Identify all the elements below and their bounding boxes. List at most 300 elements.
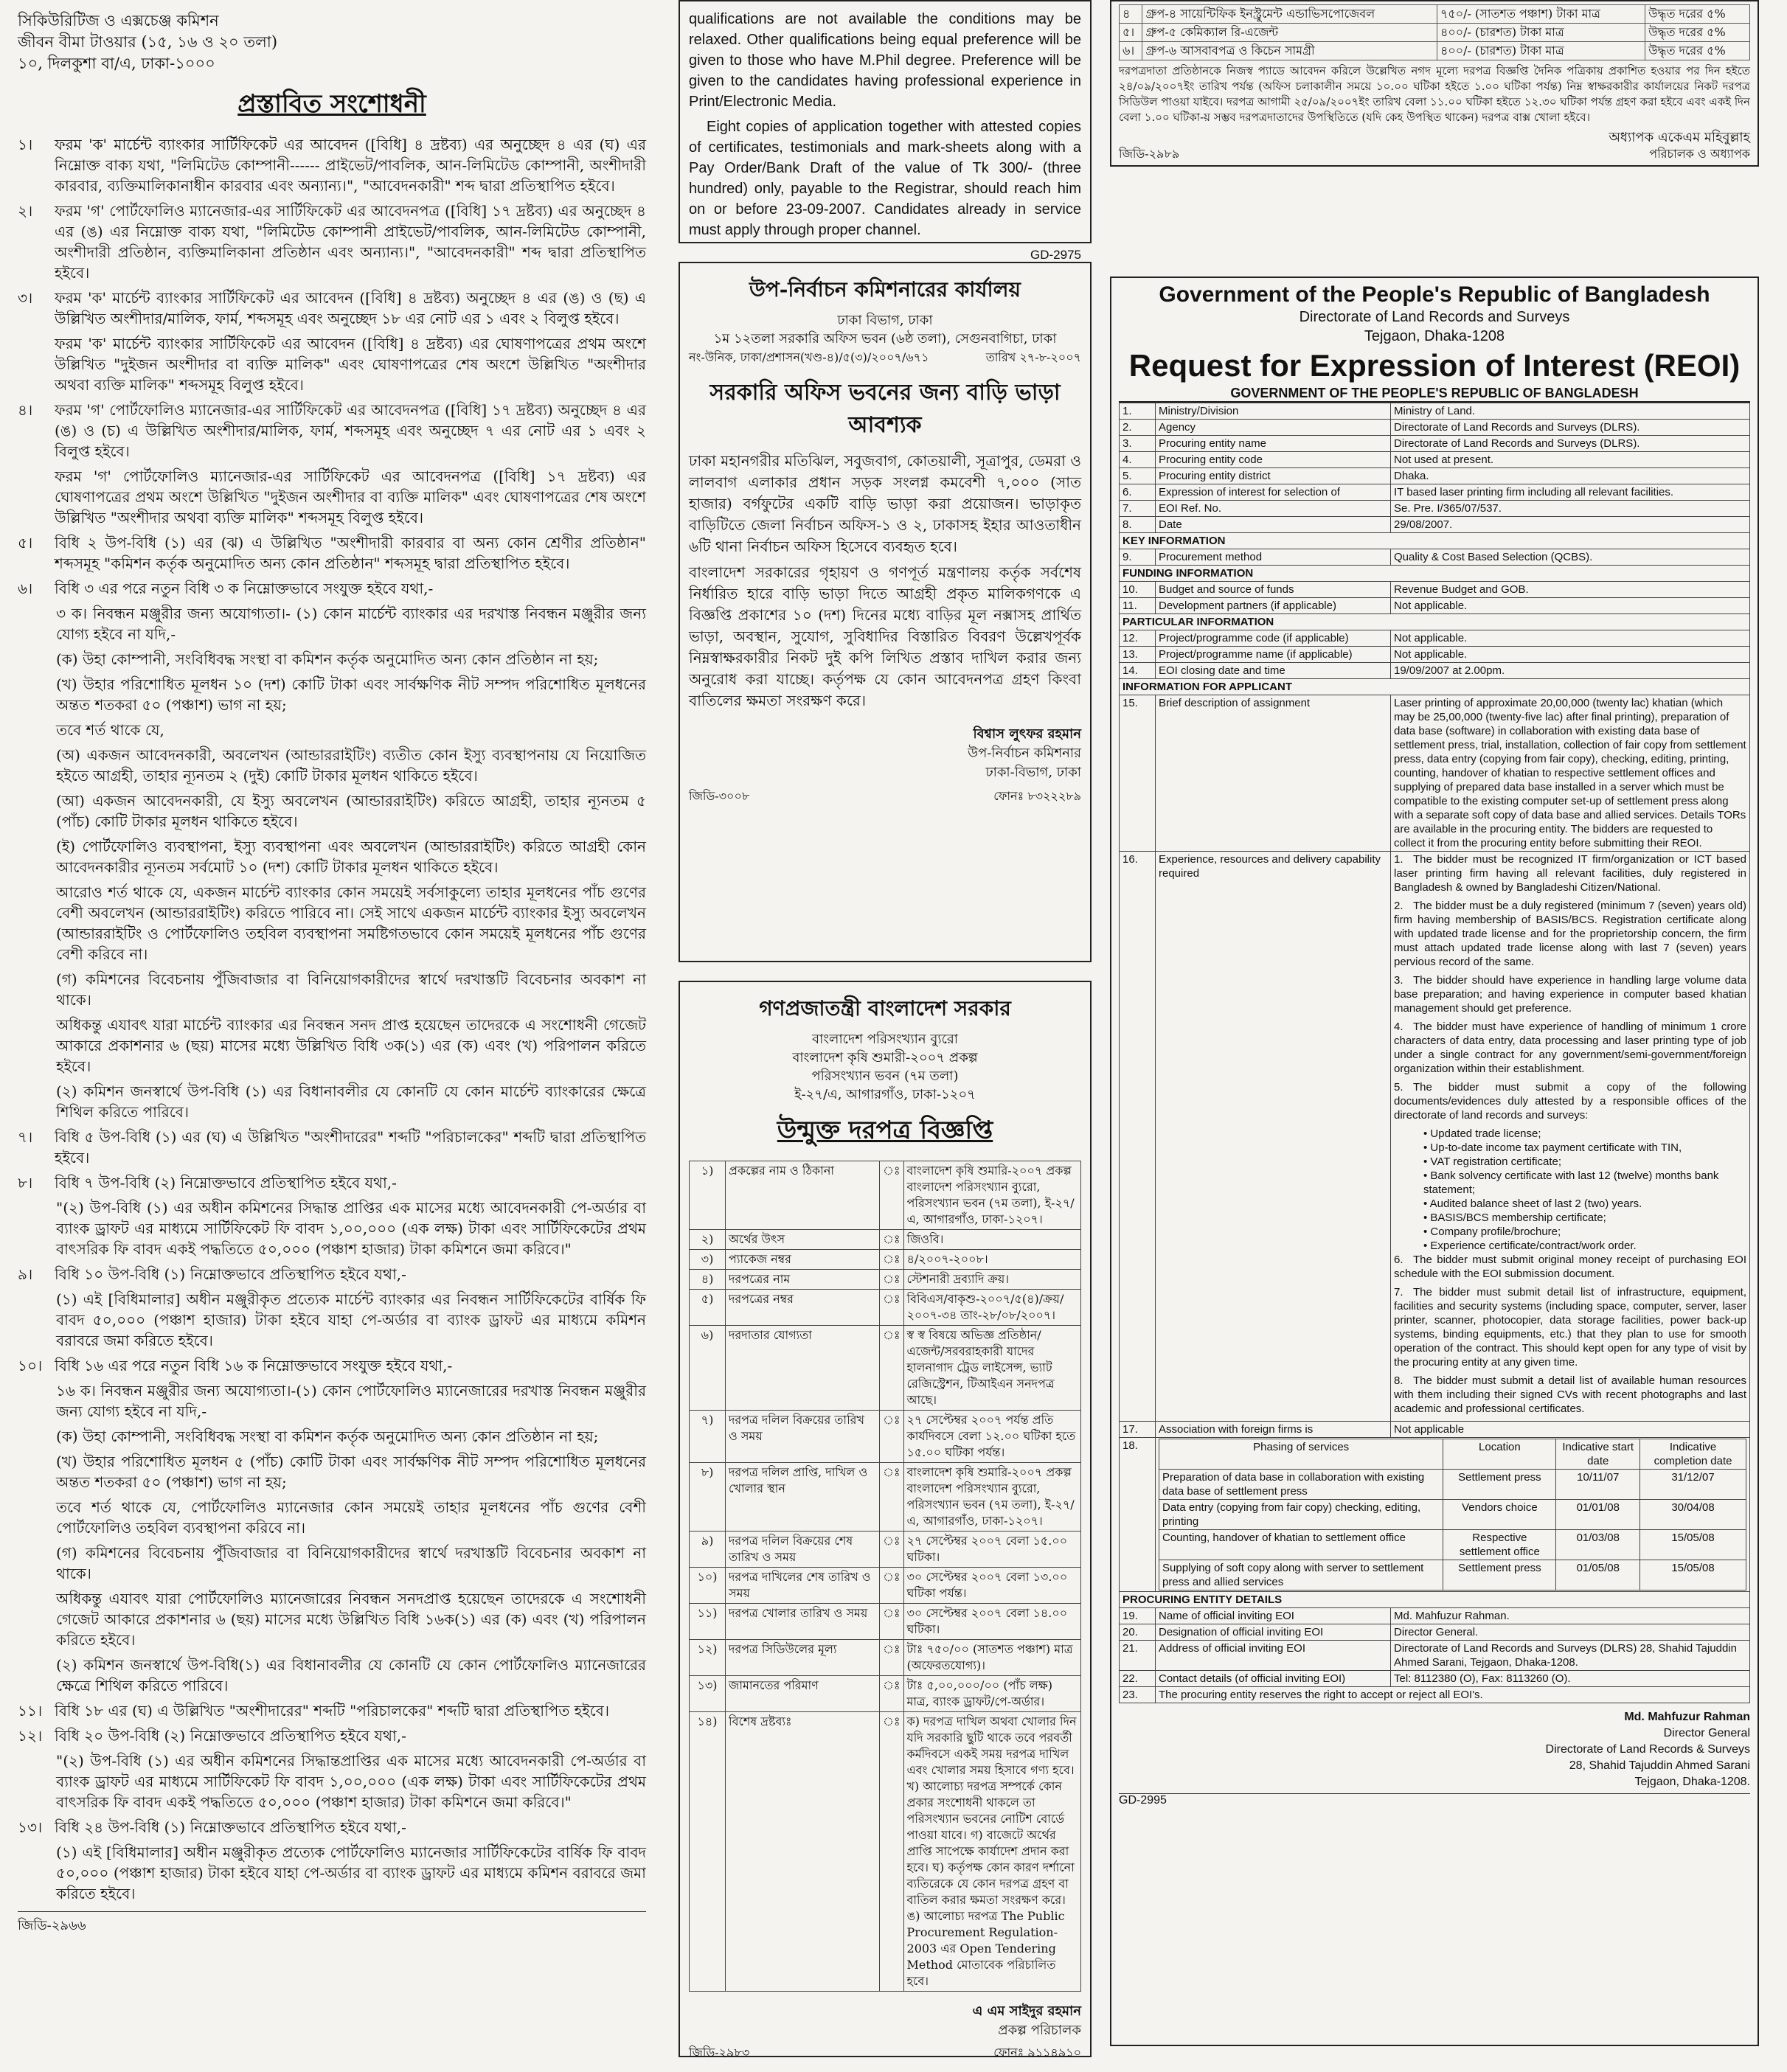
- row-number: 19.: [1120, 1608, 1156, 1624]
- table-row: [1120, 420, 1750, 436]
- row-label: Procuring entity code: [1156, 452, 1391, 468]
- bullet-icon: •: [1423, 1240, 1431, 1252]
- table-row: [1120, 1422, 1750, 1438]
- row-value: টাঃ ৭৫০/০০ (সাতশত পঞ্চাশ) মাত্র (অফেরতযোগ্য)।: [903, 1640, 1080, 1676]
- requirement-number: 5.: [1394, 1081, 1403, 1094]
- phase-row: [1159, 1560, 1746, 1590]
- row-number: ১২): [690, 1640, 726, 1676]
- section-header: [1120, 679, 1750, 695]
- row-label: Development partners (if applicable): [1156, 598, 1391, 614]
- amendment-item: [18, 400, 646, 462]
- university-job-notice: [679, 0, 1092, 262]
- amendment-item: [18, 288, 646, 329]
- row-colon: ঃ: [880, 1230, 904, 1250]
- item-number: [18, 466, 55, 528]
- table-row: [1120, 852, 1750, 1422]
- phase-start: 10/11/07: [1556, 1470, 1640, 1500]
- row-security: উদ্ধৃত দরের ৫%: [1645, 42, 1750, 60]
- row-number: 12.: [1120, 630, 1156, 647]
- table-row: [690, 1640, 1081, 1676]
- row-number: 14.: [1120, 663, 1156, 679]
- phase-head: Phasing of services: [1159, 1439, 1443, 1470]
- sub-clause: (খ) উহার পরিশোধিত মূলধন ৫ (পাঁচ) কোটি টাকা এবং সার্বক্ষণিক নীট সম্পদ পরিশোধিত মূলধনের অন্তত শতকরা ৫০ (পঞ্চাশ) ভাগ না হয়;: [56, 1453, 646, 1491]
- item-text: ফরম 'গ' পোর্টফোলিও ম্যানেজার-এর সার্টিফিকেট এর আবেদনপত্র ([বিধি] ১৭ দ্রষ্টব্য) এর ঘোষণাপত্রের প্রথম অংশে উল্লিখিত "দুইজন অংশীদার বা ব্যক্তি মালিক" এবং ঘোষণাপত্রের শেষ অংশে উল্লিখিত "অংশীদার অথবা ব্যক্তি মালিক" শব্দসমূহ বিলুপ্ত হইবে।: [55, 467, 646, 526]
- bullet-text: Bank solvency certificate with last 12 (twelve) months bank statement;: [1423, 1169, 1719, 1196]
- requirement-number: 3.: [1394, 974, 1403, 987]
- row-value: 19/09/2007 at 2.00pm.: [1391, 663, 1750, 679]
- signatory-title: Director General: [1663, 1727, 1750, 1739]
- row-number: ১১): [690, 1604, 726, 1640]
- row-number: ১): [690, 1161, 726, 1230]
- sub-clause: (গ) কমিশনের বিবেচনায় পুঁজিবাজার বা বিনিয়োগকারীদের স্বার্থে দরখাস্তটি বিবেচনার অবকাশ না থাকে।: [56, 970, 646, 1009]
- notice-paragraph: বাংলাদেশ সরকারের গৃহায়ণ ও গণপূর্ত মন্ত্রণালয় কর্তৃক সর্বশেষ নির্ধারিত হারে বাড়ি ভাড়া দিতে আগ্রহী প্রকৃত মালিকগণকে এ বিজ্ঞপ্তি প্রকাশের ১০ (দশ) দিনের মধ্যে বাড়ির মূল নক্সাসহ প্রার্থিত ভাড়া, অবস্থান, সুযোগ, সুবিধাদির বিস্তারিত বিবরণ উল্লেখপূর্বক নিম্নস্বাক্ষরকারীর নিকট দুই কপি লিখিত প্রস্তাব দাখিল করার জন্য অনুরোধ করা যাচ্ছে। কর্তৃপক্ষ যে কোন আবেদনপত্র গ্রহণ কিংবা বাতিলের ক্ষমতা সংরক্ষণ করে।: [689, 563, 1081, 709]
- item-number: ৬।: [18, 580, 33, 597]
- bullet-text: Updated trade license;: [1430, 1127, 1541, 1140]
- table-row: [690, 1250, 1081, 1270]
- table-row: [1120, 1608, 1750, 1624]
- row-label: দরপত্র দলিল প্রাপ্তি, দাখিল ও খোলার স্থান: [726, 1463, 880, 1532]
- row-number: ৪): [690, 1270, 726, 1290]
- signatory-name: বিশ্বাস লুৎফর রহমান: [973, 726, 1081, 742]
- document-bullet: [1423, 1239, 1746, 1253]
- section-label: KEY INFORMATION: [1120, 533, 1750, 549]
- tender-notice: [679, 981, 1092, 2057]
- table-row: [690, 1230, 1081, 1250]
- item-text: বিধি ২৪ উপ-বিধি (১) নিম্নোক্তভাবে প্রতিস্থাপিত হইবে যথা,-: [55, 1818, 406, 1836]
- phase-start: 01/01/08: [1556, 1500, 1640, 1530]
- row-label: Experience, resources and delivery capability required: [1156, 852, 1391, 1422]
- amendment-item: [18, 201, 646, 283]
- table-row: [690, 1712, 1081, 1992]
- signatory-name: অধ্যাপক একেএম মহিবুল্লাহ: [1609, 130, 1750, 145]
- row-colon: ঃ: [880, 1604, 904, 1640]
- section-header: [1120, 566, 1750, 582]
- sub-clause: ৩ ক। নিবন্ধন মঞ্জুরীর জন্য অযোগ্যতা।- (১) কোন মার্চেন্ট ব্যাংকার এর দরখাস্ত নিবন্ধন মঞ্জুরীর জন্য যোগ্য হইবে না যদি,-: [56, 605, 646, 643]
- phase-end: 31/12/07: [1640, 1470, 1746, 1500]
- sub-clause: আরোও শর্ত থাকে যে, একজন মার্চেন্ট ব্যাংকার কোন সময়েই সর্বসাকুল্যে তাহার মূলধনের পাঁচ গুণের বেশী অবলেখন (আন্ডাররাইটিং) করিতে পারিবে না। সেই সাথে একজন মার্চেন্ট ব্যাংকার ইস্যু অবলেখন (আন্ডাররাইটিং ও পোর্টফোলিও তহবিল ব্যবস্থাপনা সমষ্টিগতভাবে কোন সময়েই মূলধনের পাঁচ গুণের বেশী করিবে না।: [56, 883, 646, 963]
- row-label: Name of official inviting EOI: [1156, 1608, 1391, 1624]
- item-text: বিধি ৫ উপ-বিধি (১) এর (ঘ) এ উল্লিখিত "অংশীদারের" শব্দটি "পরিচালকের" শব্দটি দ্বারা প্রতিস্থাপিত হইবে।: [55, 1128, 646, 1167]
- gd-code: জিডি-৩০০৮: [689, 789, 750, 803]
- sub-clause: (২) কমিশন জনস্বার্থে উপ-বিধি (১) এর বিধানাবলীর যে কোনটি যে কোন মার্চেন্ট ব্যাংকারের ক্ষেত্রে শিথিল করিতে পারিবে।: [56, 1082, 646, 1121]
- sub-clause: (গ) কমিশনের বিবেচনায় পুঁজিবাজার বা বিনিয়োগকারীদের স্বার্থে দরখাস্তটি বিবেচনার অবকাশ না থাকে।: [56, 1544, 646, 1582]
- reoi-government-title: Government of the People's Republic of Bangladesh: [1159, 282, 1710, 307]
- sub-clause: "(২) উপ-বিধি (১) এর অধীন কমিশনের সিদ্ধান্ত প্রাপ্তির এক মাসের মধ্যে আবেদনকারী পে-অর্ডার বা ব্যাংক ড্রাফট এর মাধ্যমে সার্টিফিকেট ফি বাবদ ১,০০,০০০ (এক লক্ষ) টাকা এবং সার্টিফিকেটের প্রথম বাৎসরিক ফি বাবদ একই পদ্ধতিতে ৫০,০০০ (পঞ্চাশ হাজার) টাকা কমিশনে জমা করিবে।": [56, 1199, 646, 1258]
- row-value: ২৭ সেপ্টেম্বর ২০০৭ বেলা ১৫.০০ ঘটিকা।: [903, 1532, 1080, 1568]
- row-security: উদ্ধৃত দরের ৫%: [1645, 5, 1750, 24]
- row-value: Directorate of Land Records and Surveys (DLRS) 28, Shahid Tajuddin Ahmed Sarani, Tejgaon, Dhaka-1208.: [1391, 1641, 1750, 1671]
- bullet-icon: •: [1423, 1155, 1431, 1168]
- requirement-item: [1394, 1020, 1746, 1076]
- document-bullet: [1423, 1169, 1746, 1197]
- row-label: Procurement method: [1156, 549, 1391, 566]
- item-text: ফরম 'ক' মার্চেন্ট ব্যাংকার সার্টিফিকেট এর আবেদন ([বিধি] ৪ দ্রষ্টব্য) এর ঘোষণাপত্রের প্রথম অংশে উল্লিখিত "দুইজন অংশীদার বা ব্যক্তি মালিক" এবং ঘোষণাপত্রের শেষ অংশে উল্লিখিত "অংশীদার অথবা ব্যক্তি মালিক" শব্দসমূহ বিলুপ্ত হইবে।: [55, 335, 646, 394]
- table-row: [1120, 517, 1750, 533]
- row-number: ২): [690, 1230, 726, 1250]
- amendment-item: [18, 578, 646, 599]
- amendment-item: [18, 333, 646, 395]
- row-label: প্যাকেজ নম্বর: [726, 1250, 880, 1270]
- sub-clause: তবে শর্ত থাকে যে,: [56, 721, 164, 739]
- row-label: Project/programme name (if applicable): [1156, 647, 1391, 663]
- building-name: পরিসংখ্যান ভবন (৭ম তলা): [811, 1068, 959, 1084]
- requirement-number: 8.: [1394, 1374, 1403, 1387]
- document-bullet: [1423, 1127, 1746, 1141]
- election-office-notice: [679, 262, 1092, 962]
- sub-clause: ১৬ ক। নিবন্ধন মঞ্জুরীর জন্য অযোগ্যতা।-(১) কোন পোর্টফোলিও ম্যানেজারের দরখাস্ত নিবন্ধন মঞ্জুরীর জন্য যোগ্য হইবে না যদি,-: [56, 1382, 646, 1420]
- sub-clause: (অ) একজন আবেদনকারী, অবলেখন (আন্ডাররাইটিং) ব্যতীত কোন ইস্যু ব্যবস্থাপনায় যে নিয়োজিত হইতে আগ্রহী, তাহার ন্যূনতম ২ (দুই) কোটি টাকার মূলধন থাকিতে হইবে।: [56, 746, 646, 785]
- requirement-item: [1394, 852, 1746, 894]
- phase-head: Indicative completion date: [1640, 1439, 1746, 1470]
- address-line: ১০, দিলকুশা বা/এ, ঢাকা-১০০০: [18, 55, 215, 72]
- row-label: Procuring entity name: [1156, 436, 1391, 452]
- row-value: টাঃ ৫,০০,০০০/০০ (পাঁচ লক্ষ) মাত্র, ব্যাংক ড্রাফট/পে-অর্ডার।: [903, 1676, 1080, 1712]
- signatory-office: ঢাকা-বিভাগ, ঢাকা: [985, 765, 1081, 780]
- table-row: [1120, 24, 1750, 42]
- section-header: [1120, 533, 1750, 549]
- sub-clause: (খ) উহার পরিশোধিত মূলধন ১০ (দশ) কোটি টাকা এবং সার্বক্ষণিক নীট সম্পদ পরিশোধিত মূলধনের অন্তত শতকরা ৫০ (পঞ্চাশ) ভাগ না হয়;: [56, 675, 646, 714]
- gd-code: GD-2995: [1119, 1793, 1750, 1807]
- row-value: বিবিএস/বাকৃশু-২০০৭/৫(৪)/ক্রয়/২০০৭-৩৪ তাং-২৮/০৮/২০০৭।: [903, 1290, 1080, 1326]
- table-row: [1120, 484, 1750, 501]
- tender-heading: উন্মুক্ত দরপত্র বিজ্ঞপ্তি: [777, 1116, 993, 1145]
- requirement-item: [1394, 899, 1746, 969]
- sub-clause: অধিকন্তু এযাবৎ যারা মার্চেন্ট ব্যাংকার এর নিবন্ধন সনদ প্রাপ্ত হয়েছেন তাদেরকে এ সংশোধনী গেজেট আকারে প্রকাশনার ৬ (ছয়) মাসের মধ্যে উল্লিখিত বিধি ৩ক(১) এর (ক) এবং (খ) পরিপালন করিতে হইবে।: [56, 1016, 646, 1075]
- section-label: PROCURING ENTITY DETAILS: [1120, 1592, 1750, 1608]
- memo-number: নং-উনিক, ঢাকা/প্রশাসন(খণ্ড-৪)/৫(৩)/২০০৭/৬৭১: [689, 350, 929, 364]
- section-label: FUNDING INFORMATION: [1120, 566, 1750, 582]
- signatory-title: উপ-নির্বাচন কমিশনার: [968, 745, 1081, 761]
- requirement-text: The bidder must be recognized IT firm/organization or ICT based laser printing firm having all relevant facilities, duly registered in Bangladesh & owned by Bangladeshi Citizen/National.: [1394, 853, 1746, 894]
- sub-clause: অধিকন্তু এযাবৎ যারা পোর্টফোলিও ম্যানেজারের নিবন্ধন সনদপ্রাপ্ত হয়েছেন তাদেরকে এ সংশোধনী গেজেট আকারে প্রকাশনার ৬ (ছয়) মাসের মধ্যে উল্লিখিত বিধি ১৬ক(১) এর (ক) এবং (খ) পরিপালন করিতে হইবে।: [56, 1590, 646, 1649]
- table-row: [1120, 647, 1750, 663]
- document-bullet: [1423, 1155, 1746, 1169]
- row-value: The procuring entity reserves the right to accept or reject all EOI's.: [1156, 1687, 1750, 1703]
- amendment-item: [18, 1700, 646, 1721]
- row-label: Agency: [1156, 420, 1391, 436]
- requirement-item: [1394, 1285, 1746, 1369]
- row-number: ১০): [690, 1568, 726, 1604]
- amendment-item: [18, 466, 646, 528]
- item-number: ১২।: [18, 1727, 43, 1745]
- address-line: জীবন বীমা টাওয়ার (১৫, ১৬ ও ২০ তলা): [18, 33, 278, 51]
- government-title: গণপ্রজাতন্ত্রী বাংলাদেশ সরকার: [759, 996, 1011, 1021]
- row-value: Se. Pre. I/365/07/537.: [1391, 501, 1750, 517]
- row-number: ৫): [690, 1290, 726, 1326]
- row-colon: ঃ: [880, 1676, 904, 1712]
- item-text: বিধি ৩ এর পরে নতুন বিধি ৩ ক নিম্নোক্তভাবে সংযুক্ত হইবে যথা,-: [55, 580, 434, 597]
- gd-code: জিডি-২৯৮৩: [689, 2045, 750, 2059]
- requirement-item: [1394, 1253, 1746, 1281]
- row-label: দরদাতার যোগ্যতা: [726, 1326, 880, 1411]
- bullet-text: BASIS/BCS membership certificate;: [1430, 1211, 1606, 1224]
- row-value: 29/08/2007.: [1391, 517, 1750, 533]
- table-row: [1120, 436, 1750, 452]
- tender-fee-notice: [1110, 0, 1759, 167]
- sub-clause: (আ) একজন আবেদনকারী, যে ইস্যু অবলেখন (আন্ডাররাইটিং) করিতে আগ্রহী, তাহার ন্যূনতম ৫ (পাঁচ) কোটি টাকার মূলধন থাকিতে হইবে।: [56, 792, 646, 830]
- amendment-item: [18, 134, 646, 196]
- table-row: [1120, 598, 1750, 614]
- table-row: [1120, 468, 1750, 484]
- phase-end: 30/04/08: [1640, 1500, 1746, 1530]
- item-number: ১০।: [18, 1357, 43, 1374]
- row-value: Directorate of Land Records and Surveys (DLRS).: [1391, 420, 1750, 436]
- table-row: [1120, 452, 1750, 468]
- row-value: Not applicable: [1391, 1422, 1750, 1438]
- row-value: স্ব স্ব বিষয়ে অভিজ্ঞ প্রতিষ্ঠান/এজেন্ট/সরবরাহকারী যাদের হালনাগাদ ট্রেড লাইসেন্স, ভ্যাট রেজিস্ট্রেশন, টিআইএন সনদপত্র আছে।: [903, 1326, 1080, 1411]
- document-bullet: [1423, 1141, 1746, 1155]
- row-number: 11.: [1120, 598, 1156, 614]
- phase-row: [1159, 1500, 1746, 1530]
- section-header: [1120, 614, 1750, 630]
- table-row: [690, 1604, 1081, 1640]
- row-label: EOI closing date and time: [1156, 663, 1391, 679]
- item-number: ৭।: [18, 1128, 33, 1146]
- bullet-text: Experience certificate/contract/work order.: [1430, 1240, 1637, 1252]
- row-label: প্রকল্পের নাম ও ঠিকানা: [726, 1161, 880, 1230]
- row-number: 17.: [1120, 1422, 1156, 1438]
- phase-name: Supplying of soft copy along with server to settlement press and allied services: [1159, 1560, 1443, 1590]
- signature-block: [1119, 1709, 1750, 1790]
- phase-end: 15/05/08: [1640, 1560, 1746, 1590]
- row-label: Address of official inviting EOI: [1156, 1641, 1391, 1671]
- document-bullet: [1423, 1211, 1746, 1225]
- sub-clause: (ক) উহা কোম্পানী, সংবিধিবদ্ধ সংস্থা বা কমিশন কর্তৃক অনুমোদিত অন্য কোন প্রতিষ্ঠান না হয়;: [56, 1428, 599, 1445]
- signatory-title: প্রকল্প পরিচালক: [998, 2023, 1081, 2038]
- row-value: Not applicable.: [1391, 647, 1750, 663]
- notice-paragraph: qualifications are not available the conditions may be relaxed. Other qualifications being equal preference will be given to those who have M.Phil degree. Preference will be given to the candidates having professional experience in Print/Electronic Media.: [689, 11, 1081, 110]
- amendment-item: [18, 532, 646, 574]
- amendment-item: [18, 1127, 646, 1168]
- row-colon: ঃ: [880, 1712, 904, 1992]
- row-label: Ministry/Division: [1156, 403, 1391, 420]
- row-value: Revenue Budget and GOB.: [1391, 582, 1750, 598]
- item-text: বিধি ১০ উপ-বিধি (১) নিম্নোক্তভাবে প্রতিস্থাপিত হইবে যথা,-: [55, 1265, 406, 1283]
- fee-table: [1119, 4, 1750, 60]
- bullet-icon: •: [1423, 1197, 1430, 1210]
- row-number: ৬): [690, 1326, 726, 1411]
- row-value: Ministry of Land.: [1391, 403, 1750, 420]
- reoi-title: Request for Expression of Interest (REOI): [1128, 348, 1741, 383]
- row-number: ৫।: [1120, 24, 1142, 42]
- row-value: জিওবি।: [903, 1230, 1080, 1250]
- amendment-item: [18, 1817, 646, 1838]
- table-row: [690, 1568, 1081, 1604]
- row-label: বিশেষ দ্রষ্টব্যঃ: [726, 1712, 880, 1992]
- row-number: 16.: [1120, 852, 1156, 1422]
- table-row: [690, 1161, 1081, 1230]
- row-number: 6.: [1120, 484, 1156, 501]
- row-colon: ঃ: [880, 1250, 904, 1270]
- item-text: ফরম 'গ' পোর্টফোলিও ম্যানেজার-এর সার্টিফিকেট এর আবেদনপত্র ([বিধি] ১৭ দ্রষ্টব্য) অনুচ্ছেদ ৪ এর (ঙ) ও (চ) এ উল্লিখিত অংশীদার/মালিক, ফার্ম, শব্দসমূহ এবং অনুচ্ছেদ ৭ এর নোট এর ১ এবং ২ বিলুপ্ত হইবে।: [55, 401, 646, 460]
- row-number: ৭): [690, 1411, 726, 1463]
- item-number: ১৩।: [18, 1818, 43, 1836]
- office-address: ১ম ১২তলা সরকারি অফিস ভবন (৬ষ্ঠ তলা), সেগুনবাগিচা, ঢাকা: [713, 331, 1057, 347]
- item-text: বিধি ২০ উপ-বিধি (২) নিম্নোক্তভাবে প্রতিস্থাপিত হইবে যথা,-: [55, 1727, 406, 1745]
- signatory-office: Directorate of Land Records & Surveys: [1545, 1743, 1750, 1756]
- amendment-item: [18, 1264, 646, 1284]
- row-value: Not applicable.: [1391, 598, 1750, 614]
- row-number: 10.: [1120, 582, 1156, 598]
- gd-code: জিডি-২৯৬৬: [18, 1911, 646, 1938]
- row-value: Not used at present.: [1391, 452, 1750, 468]
- phone-number: ফোনঃ ৮৩২২২৮৯: [993, 789, 1081, 803]
- section-label: PARTICULAR INFORMATION: [1120, 614, 1750, 630]
- table-row: [1120, 1671, 1750, 1687]
- row-number: ১৪): [690, 1712, 726, 1992]
- row-number: ৮): [690, 1463, 726, 1532]
- row-label: দরপত্র খোলার তারিখ ও সময়: [726, 1604, 880, 1640]
- item-number: ৩।: [18, 289, 33, 307]
- item-number: ১।: [18, 136, 33, 153]
- row-label: দরপত্র সিডিউলের মূল্য: [726, 1640, 880, 1676]
- requirement-number: 4.: [1394, 1021, 1403, 1033]
- row-number: 20.: [1120, 1624, 1156, 1641]
- row-group: গ্রুপ-৬ আসবাবপত্র ও কিচেন সামগ্রী: [1142, 42, 1437, 60]
- phase-head: Indicative start date: [1556, 1439, 1640, 1470]
- phase-location: Vendors choice: [1443, 1500, 1556, 1530]
- row-label: দরপত্র দলিল বিক্রয়ের তারিখ ও সময়: [726, 1411, 880, 1463]
- table-row: [1120, 1641, 1750, 1671]
- row-number: 3.: [1120, 436, 1156, 452]
- bureau-name: বাংলাদেশ পরিসংখ্যান ব্যুরো: [812, 1032, 958, 1047]
- row-label: Budget and source of funds: [1156, 582, 1391, 598]
- commission-address: [18, 0, 646, 74]
- gd-code: GD-2975: [1030, 248, 1081, 262]
- table-row: [690, 1290, 1081, 1326]
- notice-paragraph: Eight copies of application together with attested copies of certificates, testimonials and mark-sheets along with a Pay Order/Bank Draft of the value of Tk 300/- (three hundred) only, payable to the Registrar, should reach him on or before 23-09-2007. Candidates already in service must apply through proper channel.: [689, 119, 1081, 238]
- sub-clause: (ই) পোর্টফোলিও ব্যবস্থাপনা, ইস্যু ব্যবস্থাপনা এবং অবলেখন (আন্ডাররাইটিং) করিতে আগ্রহী কোন আবেদনকারীর ন্যূনতম সর্বমোট ১০ (দশ) কোটি টাকার মূলধন থাকিতে হইবে।: [56, 838, 646, 876]
- requirement-text: The bidder should have experience in handling large volume data base preparation; and having experience in computer based khatian management should get preference.: [1394, 974, 1746, 1015]
- bullet-text: VAT registration certificate;: [1430, 1155, 1561, 1168]
- notice-paragraph: ঢাকা মহানগরীর মতিঝিল, সবুজবাগ, কোতয়ালী, সূত্রাপুর, ডেমরা ও লালবাগ এলাকার প্রধান সড়ক সংলগ্ন কমবেশী ৭,০০০ (সাত হাজার) বর্গফুটের একটি বাড়ি ভাড়া করা প্রয়োজন। ভাড়াকৃত বাড়িটিতে জেলা নির্বাচন অফিস-১ ও ২, ঢাকাসহ ইহার আওতাধীন ৬টি থানা নির্বাচন অফিস হিসেবে ব্যবহৃত হবে।: [689, 452, 1081, 555]
- item-text: বিধি ২ উপ-বিধি (১) এর (ঝ) এ উল্লিখিত "অংশীদারী কারবার বা অন্য কোন শ্রেণীর প্রতিষ্ঠান" শব্দসমূহ "কমিশন কর্তৃক অনুমোদিত অন্য কোন প্রতিষ্ঠান" শব্দসমূহ দ্বারা প্রতিস্থাপিত হইবে।: [55, 534, 646, 572]
- row-number: 21.: [1120, 1641, 1156, 1671]
- row-value: Director General.: [1391, 1624, 1750, 1641]
- gd-code: জিডি-২৯৮৯: [1119, 147, 1180, 161]
- item-number: ৫।: [18, 534, 33, 552]
- requirement-item: [1394, 1080, 1746, 1122]
- row-colon: ঃ: [880, 1463, 904, 1532]
- phase-location: Settlement press: [1443, 1470, 1556, 1500]
- row-number: ১৩): [690, 1676, 726, 1712]
- table-row: [1120, 501, 1750, 517]
- row-value: ২৭ সেপ্টেম্বর ২০০৭ পর্যন্ত প্রতি কার্যদিবসে বেলা ১২.০০ ঘটিকা হতে ১৫.০০ ঘটিকা পর্যন্ত।: [903, 1411, 1080, 1463]
- row-price: ৪০০/- (চারশত) টাকা মাত্র: [1437, 24, 1645, 42]
- tender-table: [689, 1161, 1081, 1992]
- row-number: 4.: [1120, 452, 1156, 468]
- sub-clause: তবে শর্ত থাকে যে, পোর্টফোলিও ম্যানেজার কোন সময়েই তাহার মূলধনের পাঁচ গুণের বেশী পোর্টফোলিও তহবিল ব্যবস্থাপনা করিবে না।: [56, 1498, 646, 1537]
- phasing-table: [1159, 1439, 1746, 1590]
- item-text: বিধি ১৮ এর (ঘ) এ উল্লিখিত "অংশীদারের" শব্দটি "পরিচালকের" শব্দটি দ্বারা প্রতিস্থাপিত হইবে।: [55, 1702, 609, 1720]
- table-row: [690, 1532, 1081, 1568]
- section-header: [1120, 1592, 1750, 1608]
- table-row: [1120, 1624, 1750, 1641]
- row-group: গ্রুপ-৪ সায়েন্টিফিক ইনস্ট্রুমেন্ট এন্ডাভিসপোজেবল: [1142, 5, 1437, 24]
- requirement-text: The bidder must submit a detail list of available human resources with them including their signed CVs with recent photographs and last academic and professional certificates.: [1394, 1374, 1746, 1415]
- bullet-icon: •: [1423, 1169, 1431, 1182]
- reoi-directorate: Directorate of Land Records and Surveys: [1299, 309, 1570, 325]
- row-price: ৪০০/- (চারশত) টাকা মাত্র: [1437, 42, 1645, 60]
- signatory-address: 28, Shahid Tajuddin Ahmed Sarani: [1569, 1759, 1750, 1772]
- amendment-item: [18, 1355, 646, 1376]
- table-row: [1120, 663, 1750, 679]
- table-row: [1120, 1687, 1750, 1703]
- row-label: Procuring entity district: [1156, 468, 1391, 484]
- row-colon: ঃ: [880, 1568, 904, 1604]
- table-row: [1120, 42, 1750, 60]
- row-label: Association with foreign firms is: [1156, 1422, 1391, 1438]
- table-row: [690, 1676, 1081, 1712]
- table-row: [1120, 582, 1750, 598]
- table-row: [690, 1463, 1081, 1532]
- item-text: বিধি ১৬ এর পরে নতুন বিধি ১৬ ক নিম্নোক্তভাবে সংযুক্ত হইবে যথা,-: [55, 1357, 453, 1374]
- table-row: [690, 1411, 1081, 1463]
- signature-block: [689, 2002, 1081, 2040]
- phase-name: Preparation of data base in collaboration with existing data base of settlement press: [1159, 1470, 1443, 1500]
- amendment-item: [18, 1172, 646, 1193]
- row-group: গ্রুপ-৫ কেমিক্যাল রি-এজেন্ট: [1142, 24, 1437, 42]
- item-number: ২।: [18, 202, 33, 220]
- row-value: ক) দরপত্র দাখিল অথবা খোলার দিন যদি সরকারি ছুটি থাকে তবে পরবর্তী কর্মদিবসে একই সময় দরপত্র দাখিল এবং খোলার সময় হিসাবে গণ্য হবে। খ) আলোচ্য দরপত্র সম্পর্কে কোন প্রকার সংশোধনী থাকলে তা পরিসংখ্যান ভবনের নোটিশ বোর্ডে পাওয়া যাবে। গ) বাজেটে অর্থের প্রাপ্তি সাপেক্ষে কার্যাদেশ প্রদান করা হবে। ঘ) কর্তৃপক্ষ কোন কারণ দর্শানো ব্যতিরেকে যে কোন দরপত্র গ্রহণ বা বাতিল করার ক্ষমতা সংরক্ষণ করে। ঙ) আলোচ্য দরপত্র The Public Procurement Regulation-2003 এর Open Tendering Method মোতাবেক পরিচালিত হবে।: [903, 1712, 1080, 1992]
- office-title: উপ-নির্বাচন কমিশনারের কার্যালয়: [749, 277, 1021, 302]
- item-number: ৮।: [18, 1174, 33, 1192]
- row-label: Contact details (of official inviting EOI): [1156, 1671, 1391, 1687]
- bullet-text: Up-to-date income tax payment certificate with TIN,: [1430, 1141, 1682, 1154]
- signature-block: [689, 725, 1081, 782]
- amendment-list: [18, 134, 646, 1904]
- sub-clause: "(২) উপ-বিধি (১) এর অধীন কমিশনের সিদ্ধান্তপ্রাপ্তির এক মাসের মধ্যে আবেদনকারী পে-অর্ডার বা ব্যাংক ড্রাফট এর মাধ্যমে সার্টিফিকেট ফি বাবদ ১,০০,০০০ (এক লক্ষ) টাকা এবং সার্টিফিকেটের প্রথম বাৎসরিক ফি বাবদ একই পদ্ধতিতে ৫০,০০০ (পঞ্চাশ হাজার) টাকা কমিশনে জমা করিবে।": [56, 1752, 646, 1811]
- row-number: ৬।: [1120, 42, 1142, 60]
- bullet-icon: •: [1423, 1141, 1431, 1154]
- row-value: Laser printing of approximate 20,00,000 (twenty lac) khatian (which may be 25,00,000 (twenty-five lac) after final printing), preparation of data base (software) in collaboration with existing data base of settlement press, trial, installation, collection of fair copy from settlement press, data entry (copying from fair copy), checking, editing, printing, counting, handover of khatian to respective settlement offices and supplying of prepared data base installed in a server which must be compatible to the existing computer set-up of settlement press along with a separate soft copy of data base and allied services. Details TORs are available in the procuring entity. The bidders are requested to collect it from the procuring entity before submitting their REOI.: [1391, 695, 1750, 852]
- row-label: দরপত্রের নম্বর: [726, 1290, 880, 1326]
- row-value: [1391, 852, 1750, 1422]
- row-label: Designation of official inviting EOI: [1156, 1624, 1391, 1641]
- row-value: Directorate of Land Records and Surveys (DLRS).: [1391, 436, 1750, 452]
- sub-clause: (১) এই [বিধিমালার] অধীন মঞ্জুরীকৃত প্রত্যেক মার্চেন্ট ব্যাংকার এর নিবন্ধন সার্টিফিকেটের বার্ষিক ফি বাবদ ৫০,০০০ (পঞ্চাশ হাজার) টাকা হইবে যাহা পে-অর্ডার বা ব্যাংক ড্রাফট এর মাধ্যমে কমিশন বরাবরে জমা করিতে হইবে।: [56, 1290, 646, 1349]
- house-rent-heading: সরকারি অফিস ভবনের জন্য বাড়ি ভাড়া আবশ্যক: [709, 380, 1061, 438]
- row-number: 23.: [1120, 1687, 1156, 1703]
- row-price: ৭৫০/- (সাতশত পঞ্চাশ) টাকা মাত্র: [1437, 5, 1645, 24]
- sub-clause: (ক) উহা কোম্পানী, সংবিধিবদ্ধ সংস্থা বা কমিশন কর্তৃক অনুমোদিত অন্য কোন প্রতিষ্ঠান না হয়;: [56, 650, 599, 668]
- securities-commission-notice: [15, 0, 649, 1938]
- phone-number: ফোনঃ ৯১১৪৯১০: [993, 2045, 1081, 2059]
- requirement-text: The bidder must submit original money receipt of purchasing EOI schedule with the EOI submission document.: [1394, 1254, 1746, 1280]
- row-label: EOI Ref. No.: [1156, 501, 1391, 517]
- bullet-icon: •: [1423, 1226, 1431, 1238]
- requirement-number: 6.: [1394, 1254, 1403, 1266]
- row-label: জামানতের পরিমাণ: [726, 1676, 880, 1712]
- row-value: বাংলাদেশ কৃষি শুমারি-২০০৭ প্রকল্প বাংলাদেশ পরিসংখ্যান ব্যুরো, পরিসংখ্যান ভবন (৭ম তলা), ই-২৭/এ, আগারগাঁও, ঢাকা-১২০৭।: [903, 1463, 1080, 1532]
- amendment-title: প্রস্তাবিত সংশোধনী: [237, 89, 426, 119]
- row-number: ৩): [690, 1250, 726, 1270]
- signatory-name: এ এম সাইদুর রহমান: [972, 2003, 1081, 2019]
- row-value: Md. Mahfuzur Rahman.: [1391, 1608, 1750, 1624]
- document-bullet: [1423, 1225, 1746, 1239]
- table-row: [1120, 630, 1750, 647]
- signature-block: [1119, 130, 1750, 162]
- phasing-cell: [1156, 1438, 1750, 1592]
- address-line: সিকিউরিটিজ ও এক্সচেঞ্জ কমিশন: [18, 12, 219, 29]
- requirement-item: [1394, 973, 1746, 1015]
- row-label: Brief description of assignment: [1156, 695, 1391, 852]
- requirement-number: 2.: [1394, 900, 1403, 912]
- requirement-item: [1394, 1374, 1746, 1416]
- row-colon: ঃ: [880, 1640, 904, 1676]
- table-row: [1120, 695, 1750, 852]
- phase-head: Location: [1443, 1439, 1556, 1470]
